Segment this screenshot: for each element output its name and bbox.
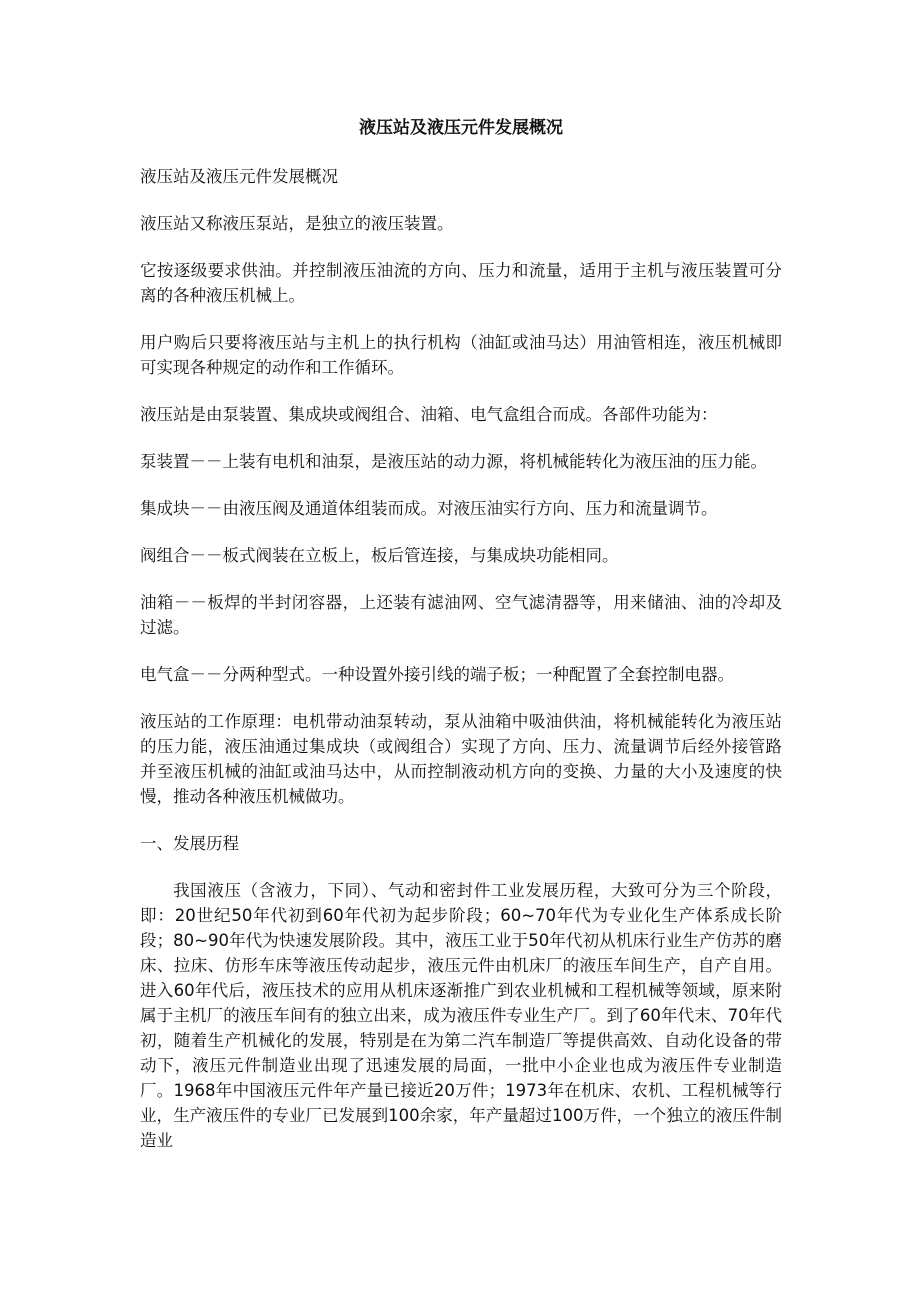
- paragraph-pump-unit: 泵装置－－上装有电机和油泵，是液压站的动力源，将机械能转化为液压油的压力能。: [140, 452, 767, 471]
- paragraph-electric-box: 电气盒－－分两种型式。一种设置外接引线的端子板；一种配置了全套控制电器。: [140, 665, 734, 684]
- paragraph-composition: 液压站是由泵装置、集成块或阀组合、油箱、电气盒组合而成。各部件功能为：: [140, 405, 718, 424]
- paragraph-usage: 用户购后只要将液压站与主机上的执行机构（油缸或油马达）用油管相连，液压机械即可实现各种规定的动作和工作循环。: [140, 333, 782, 377]
- paragraph-subtitle: 液压站及液压元件发展概况: [140, 167, 338, 186]
- paragraph-manifold: 集成块－－由液压阀及通道体组装而成。对液压油实行方向、压力和流量调节。: [140, 499, 718, 518]
- paragraph-working-principle: 液压站的工作原理：电机带动油泵转动，泵从油箱中吸油供油，将机械能转化为液压站的压力能，液压油通过集成块（或阀组合）实现了方向、压力、流量调节后经外接管路并至液压机械的油缸或油马达中，从而控制液动机方向的变换、力量的大小及速度的快慢，推动各种液压机械做功。: [140, 712, 782, 806]
- paragraph-valve-group: 阀组合－－板式阀装在立板上，板后管连接，与集成块功能相同。: [140, 546, 619, 565]
- section-heading-history: 一、发展历程: [140, 834, 239, 853]
- paragraph-history-body: 我国液压（含液力，下同）、气动和密封件工业发展历程，大致可分为三个阶段，即：20世纪50年代初到60年代初为起步阶段；60~70年代为专业化生产体系成长阶段；80~90年代为快速发展阶段。其中，液压工业于50年代初从机床行业生产仿苏的磨床、拉床、仿形车床等液压传动起步，液压元件由机床厂的液压车间生产，自产自用。进入60年代后，液压技术的应用从机床逐渐推广到农业机械和工程机械等领域，原来附属于主机厂的液压车间有的独立出来，成为液压件专业生产厂。到了60年代末、70年代初，随着生产机械化的发展，特别是在为第二汽车制造厂等提供高效、自动化设备的带动下，液压元件制造业出现了迅速发展的局面，一批中小企业也成为液压件专业制造厂。1968年中国液压元件年产量已接近20万件；1973年在机床、农机、工程机械等行业，生产液压件的专业厂已发展到100余家，年产量超过100万件，一个独立的液压件制造业: [140, 881, 782, 1150]
- paragraph-definition: 液压站又称液压泵站，是独立的液压装置。: [140, 214, 454, 233]
- paragraph-supply: 它按逐级要求供油。并控制液压油流的方向、压力和流量，适用于主机与液压装置可分离的各种液压机械上。: [140, 261, 782, 305]
- paragraph-oil-tank: 油箱－－板焊的半封闭容器，上还装有滤油网、空气滤清器等，用来储油、油的冷却及过滤。: [140, 593, 782, 637]
- document-title: 液压站及液压元件发展概况: [359, 118, 563, 138]
- document-body: [140, 115, 782, 1153]
